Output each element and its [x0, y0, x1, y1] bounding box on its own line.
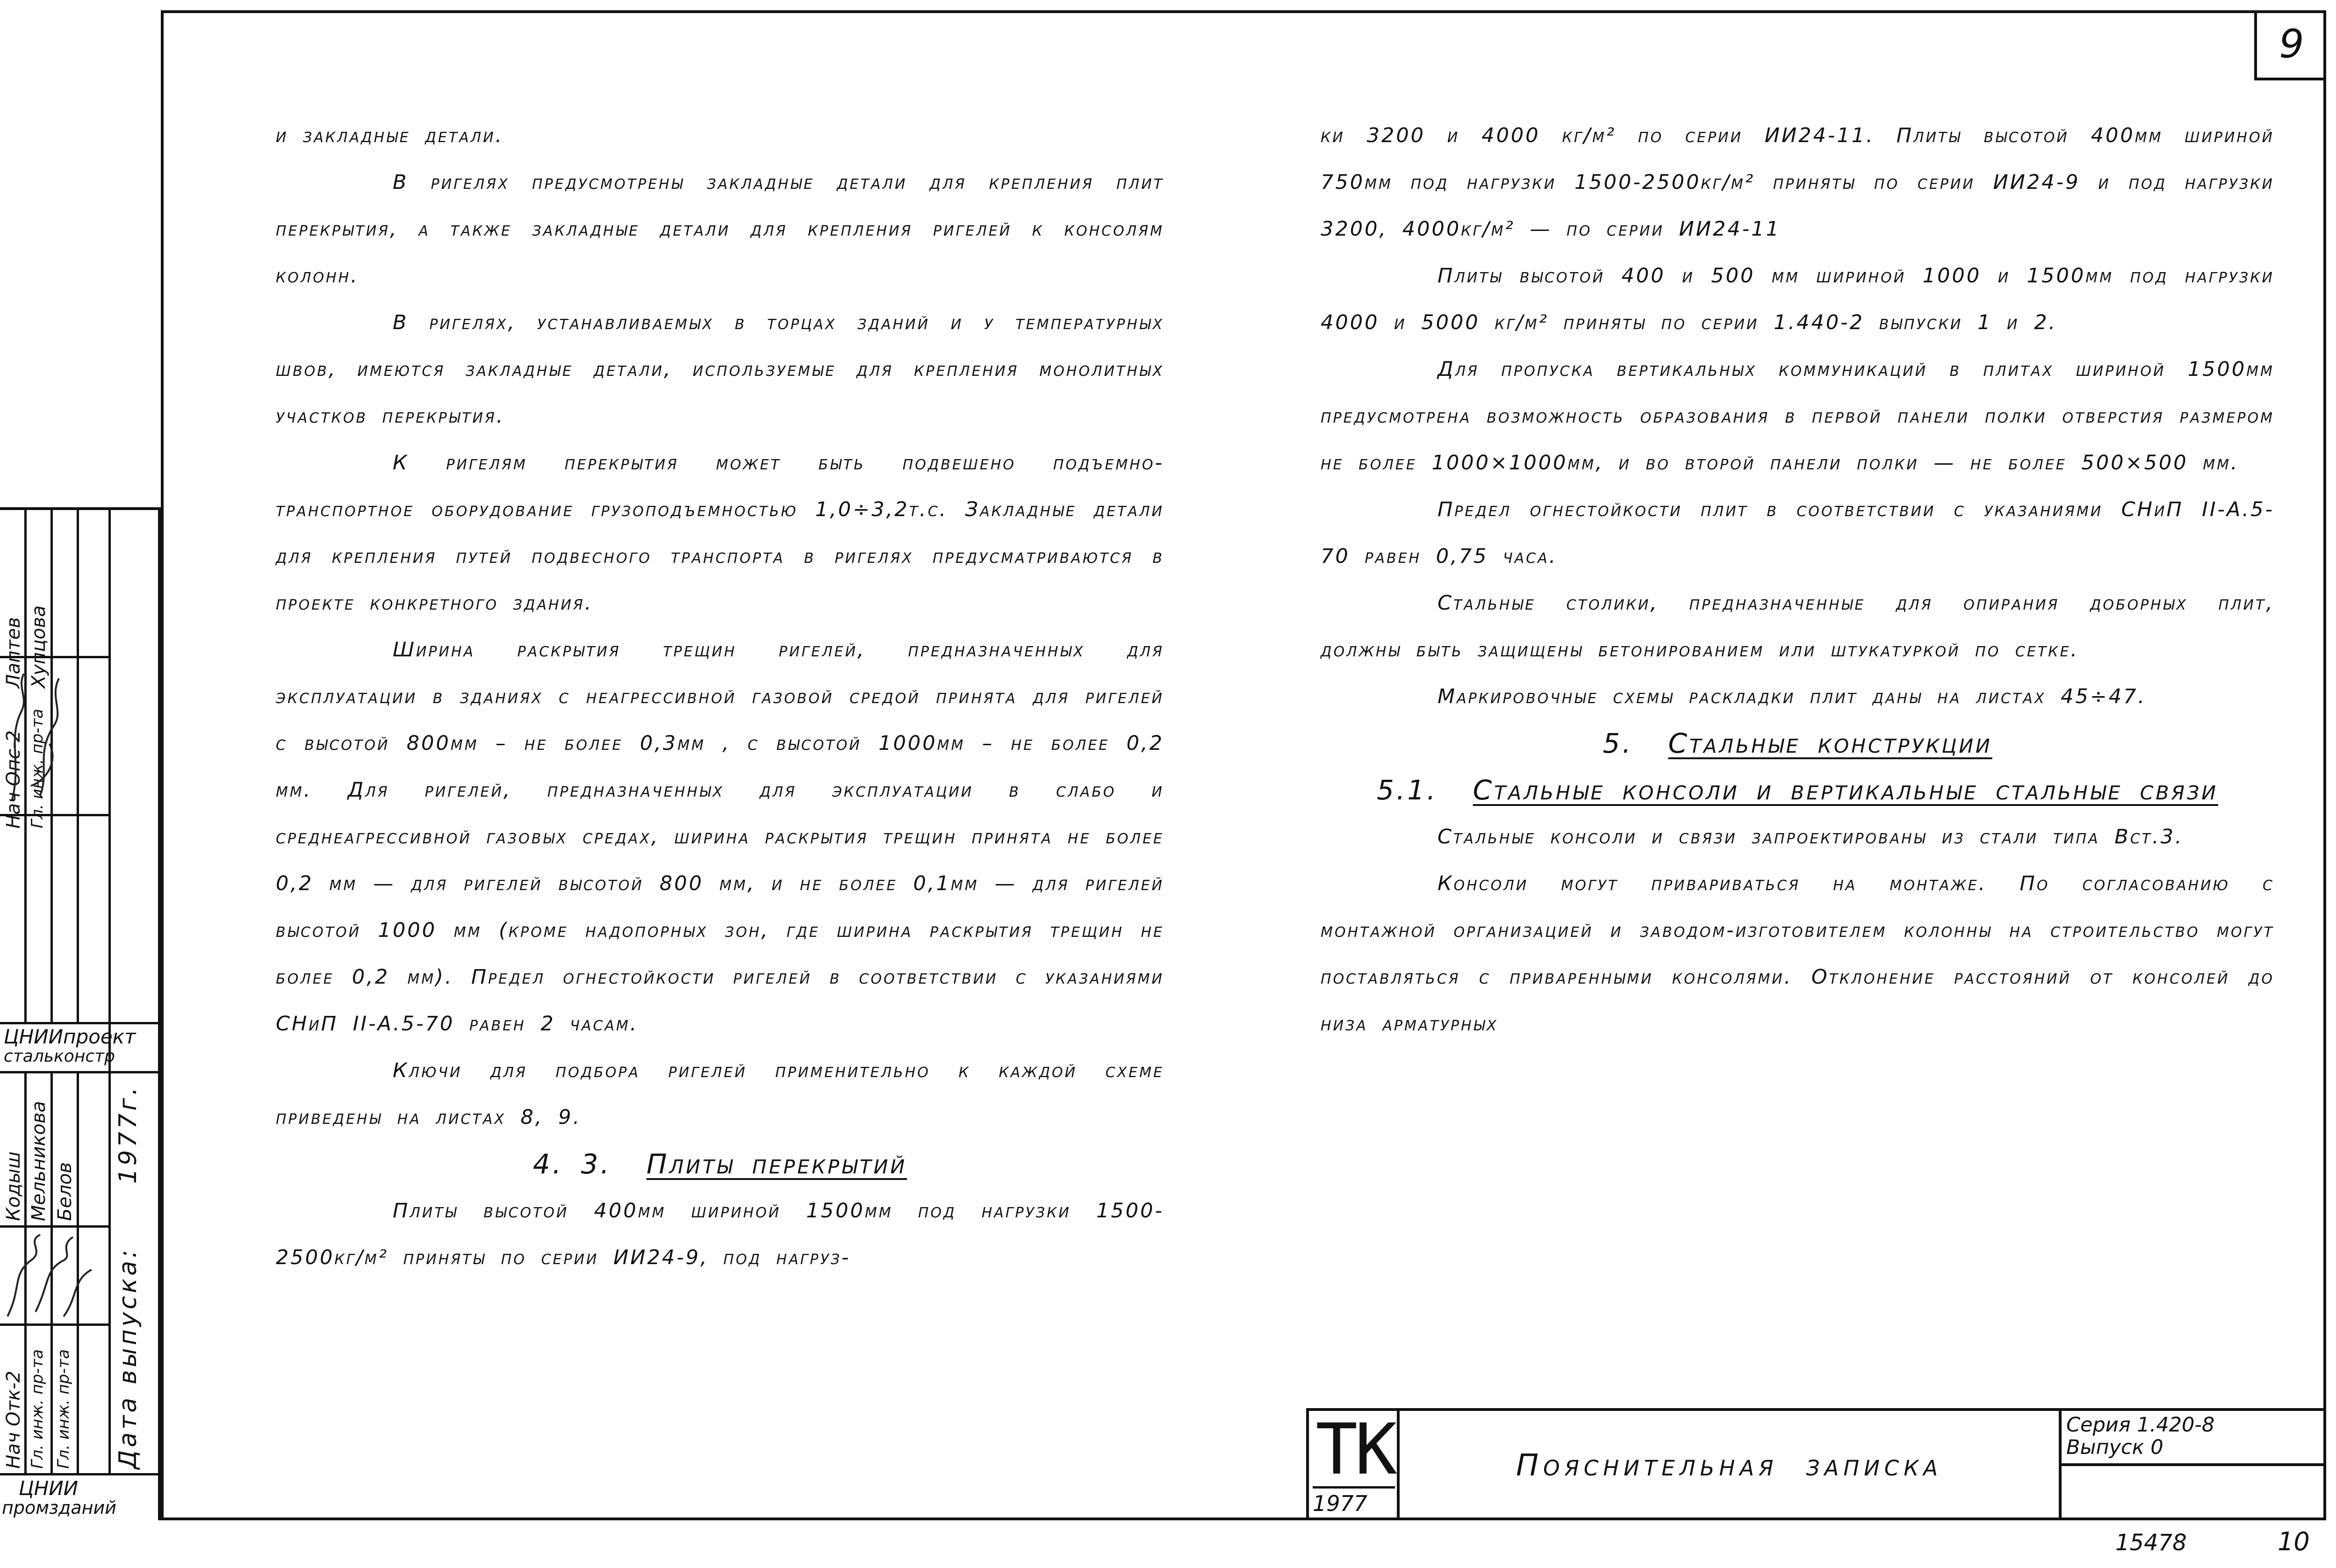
approval-stamp: [0, 507, 161, 1520]
section-title: Стальные конструкции: [1668, 727, 1992, 759]
stamp-separator: [0, 1225, 108, 1228]
title-block: [1306, 1408, 2326, 1520]
paragraph: Предел огнестойкости плит в соответствии с указаниями СНиП II-А.5-70 равен 0,75 часа.: [1321, 498, 2274, 568]
org-name: стальконстр: [4, 1047, 115, 1066]
document-title: Пояснительная записка: [1516, 1448, 1942, 1483]
paragraph: Плиты высотой 400мм шириной 1500мм под нагрузки 1500-2500кг/м² приняты по серии ИИ24-9, под нагруз-: [276, 1199, 1164, 1269]
issue-label: Выпуск 0: [2066, 1436, 2163, 1459]
tk-logo: [1306, 1411, 1400, 1520]
paragraph: Стальные консоли и связи запроектированы из стали типа Вст.3.: [1438, 825, 2184, 849]
stamp-name: Белов: [54, 1162, 76, 1221]
paragraph: Ключи для подбора ригелей применительно к каждой схеме приведены на листах 8, 9.: [276, 1059, 1164, 1129]
release-date-label: [114, 1085, 142, 1469]
right-column: [1321, 112, 2274, 1047]
paragraph: Маркировочные схемы раскладки плит даны на листах 45÷47.: [1438, 685, 2147, 708]
stamp-separator: [0, 1473, 158, 1475]
stamp-divider: [108, 510, 111, 1473]
signature-bottom: [3, 1232, 106, 1321]
org-name: ЦНИИпроект: [4, 1025, 136, 1048]
section-number: 5.: [1603, 727, 1633, 759]
stamp-role: Гл. инж. пр-та: [28, 709, 47, 828]
org-name: промзданий: [2, 1497, 116, 1518]
section-heading-5: [1321, 720, 2274, 767]
org-name: ЦНИИ: [19, 1477, 79, 1500]
paragraph: В ригелях предусмотрены закладные детали для крепления плит перекрытия, а также закладные детали для крепления ригелей к консолям колонн.: [276, 171, 1164, 288]
stamp-role: Нач Отк-2: [3, 1371, 24, 1469]
paragraph: и закладные детали.: [276, 124, 504, 147]
series-info: [2059, 1411, 2326, 1466]
series-label: Серия 1.420-8: [2066, 1413, 2215, 1437]
section-title: Стальные консоли и вертикальные стальные связи: [1473, 774, 2218, 806]
paragraph: Ширина раскрытия трещин ригелей, предназначенных для эксплуатации в зданиях с неагрессивной газовой средой принята для ригелей с высотой 800мм – не более 0,3мм , с высотой 1000мм – не более 0,2 мм. Для ригелей, предназначенных для эксплуатации в слабо и среднеагрессивной газовых средах, ширина раскрытия трещин принята не более 0,2 мм — для ригелей высотой 800 мм, и не более 0,1мм — для ригелей высотой 1000 мм (кроме надопорных зон, где ширина раскрытия трещин не более 0,2 мм). Предел огнестойкости ригелей в соответствии с указаниями СНиП II-А.5-70 равен 2 часам.: [276, 638, 1164, 1036]
page-number: 10: [2278, 1527, 2310, 1556]
series-empty-cell: [2059, 1466, 2326, 1520]
logo-year: 1977: [1313, 1486, 1395, 1517]
stamp-separator: [0, 1323, 108, 1326]
sheet-number: 9: [2254, 10, 2326, 80]
section-heading-5-1: [1321, 767, 2274, 813]
stamp-separator: [0, 1071, 158, 1073]
paragraph: К ригелям перекрытия может быть подвешено подъемно-транспортное оборудование грузоподъемностью 1,0÷3,2т.с. Закладные детали для крепления путей подвесного транспорта в ригелях предусматриваются в проекте конкретного здания.: [276, 451, 1164, 615]
section-title: Плиты перекрытий: [646, 1148, 907, 1180]
stamp-role: Гл. инж. пр-та: [28, 1349, 47, 1469]
stamp-role: Нач Опс-2: [3, 730, 24, 828]
logo-mark: ТК: [1315, 1409, 1394, 1490]
paragraph: Для пропуска вертикальных коммуникаций в плитах шириной 1500мм предусмотрена возможность образования в первой панели полки отверстия размером не более 1000×1000мм, и во второй панели полки — не более 500×500 мм.: [1321, 358, 2274, 475]
date-label: Дата выпуска:: [114, 1246, 142, 1469]
signature-top: [3, 669, 78, 805]
stamp-name: Хупцова: [28, 605, 50, 688]
paragraph: Плиты высотой 400 и 500 мм шириной 1000 и 1500мм под нагрузки 4000 и 5000 кг/м² приняты по серии 1.440-2 выпуски 1 и 2.: [1321, 264, 2274, 334]
stamp-role: Гл. инж. пр-та: [54, 1349, 73, 1469]
stamp-separator: [0, 1022, 158, 1024]
stamp-name: Кодыш: [3, 1151, 24, 1221]
section-number: 5.1.: [1377, 774, 1438, 806]
left-column: [276, 112, 1164, 1281]
stamp-name: Лаптев: [3, 617, 24, 688]
paragraph: Стальные столики, предназначенные для опирания доборных плит, должны быть защищены бетонированием или штукатуркой по сетке.: [1321, 591, 2274, 662]
section-heading-4-3: [276, 1141, 1164, 1187]
paragraph: Консоли могут привариваться на монтаже. По согласованию с монтажной организацией и заводом-изготовителем колонны на строительство могут поставляться с приваренными консолями. Отклонение расстояний от консолей до низа арматурных: [1321, 872, 2274, 1036]
inventory-number: 15478: [2115, 1530, 2187, 1556]
paragraph: В ригелях, устанавливаемых в торцах зданий и у температурных швов, имеются закладные детали, используемые для крепления монолитных участков перекрытия.: [276, 311, 1164, 428]
date-year: 1977г.: [114, 1084, 142, 1184]
stamp-name: Мельникова: [28, 1100, 50, 1221]
section-number: 4. 3.: [532, 1148, 611, 1180]
paragraph: ки 3200 и 4000 кг/м² по серии ИИ24-11. Плиты высотой 400мм шириной 750мм под нагрузки 1500-2500кг/м² приняты по серии ИИ24-9 и под нагрузки 3200, 4000кг/м² — по серии ИИ24-11: [1321, 124, 2274, 241]
